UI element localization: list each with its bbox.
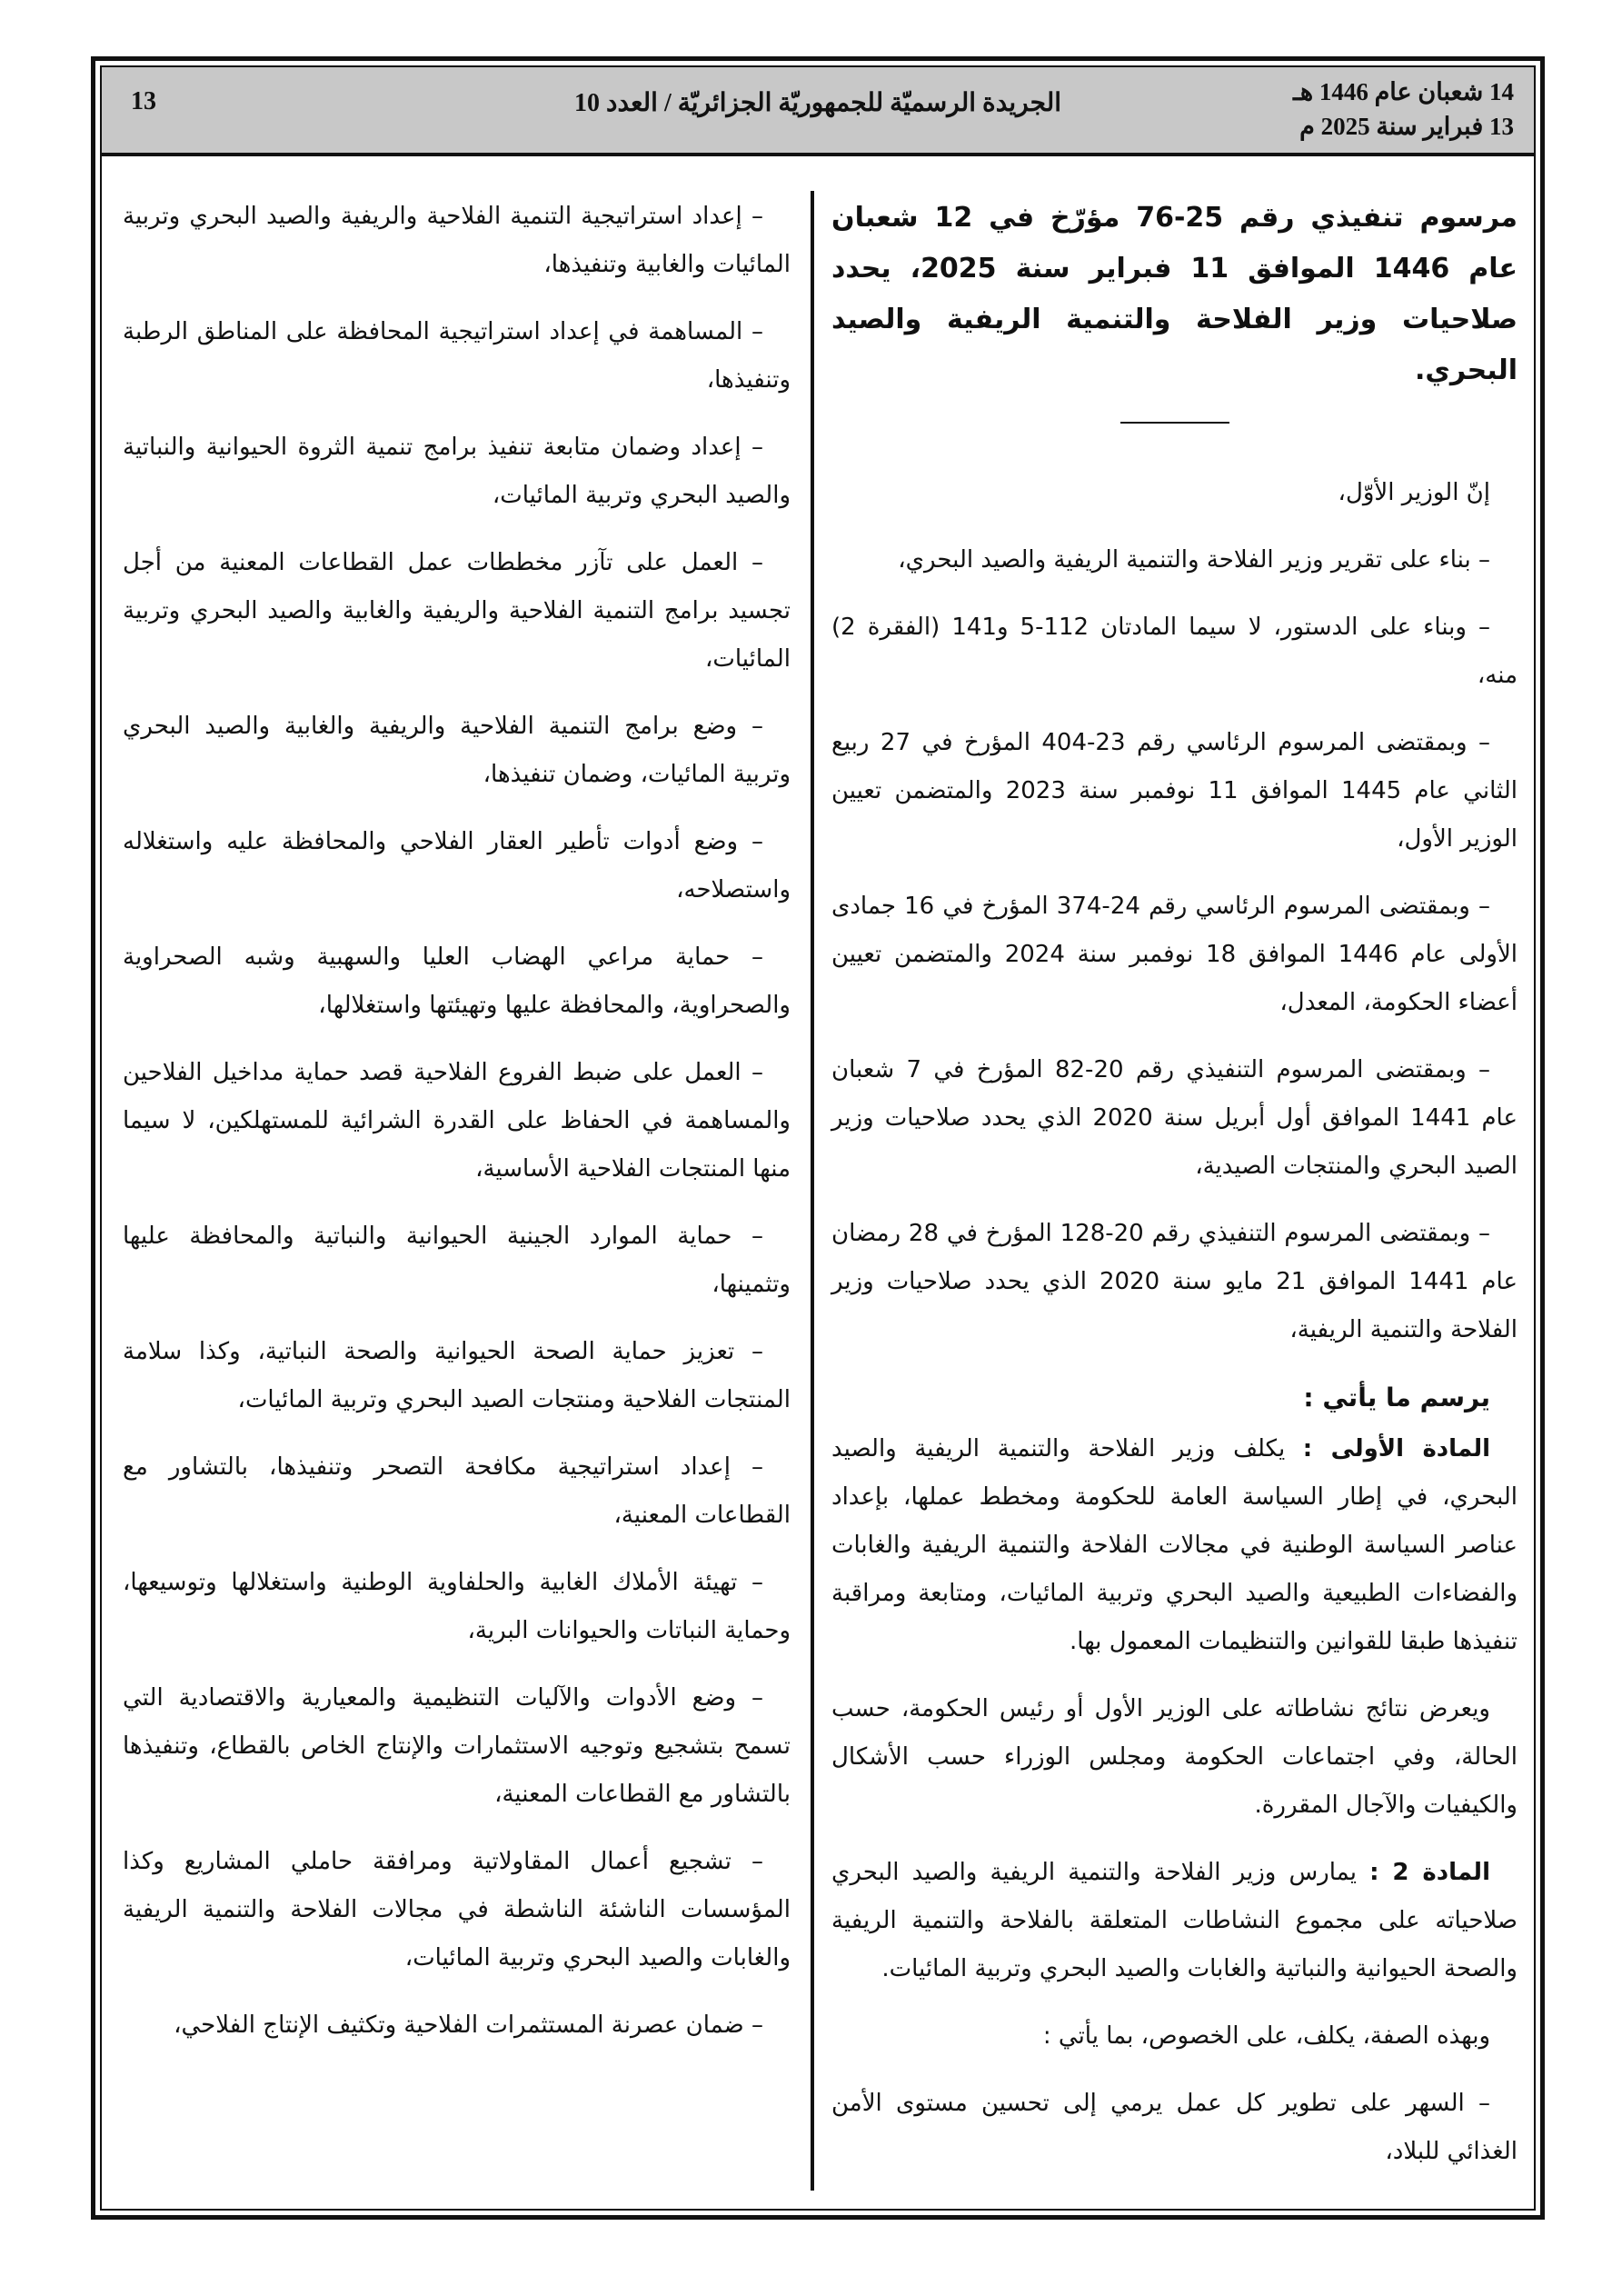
list-item: – المساهمة في إعداد استراتيجية المحافظة على المناطق الرطبة وتنفيذها، — [123, 318, 791, 394]
list-item: – ضمان عصرنة المستثمرات الفلاحية وتكثيف الإنتاج الفلاحي، — [174, 2011, 763, 2039]
title-separator — [1120, 422, 1229, 424]
column-divider — [811, 191, 814, 2191]
list-item: – العمل على تآزر مخططات عمل القطاعات المعنية من أجل تجسيد برامج التنمية الفلاحية والريفية والغابية والصيد البحري وتربية المائيات، — [123, 549, 791, 673]
hijri-date: 14 شعبان عام 1446 هـ — [1292, 78, 1514, 105]
article-2-item: – السهر على تطوير كل عمل يرمي إلى تحسين مستوى الأمن الغذائي للبلاد، — [831, 2090, 1518, 2165]
list-item: – العمل على ضبط الفروع الفلاحية قصد حماية مداخيل الفلاحين والمساهمة في الحفاظ على القدرة الشرائية للمستهلكين، لا سيما منها المنتجات الفلاحية الأساسية، — [123, 1059, 791, 1183]
right-column — [831, 193, 1518, 2195]
gazette-title: الجريدة الرسميّة للجمهوريّة الجزائريّة / العدد 10 — [573, 89, 1062, 117]
list-item: – حماية مراعي الهضاب العليا والسهبية وشبه الصحراوية والصحراوية، والمحافظة عليها وتهيئتها واستغلالها، — [123, 943, 791, 1019]
article-1-label: المادة الأولى : — [1302, 1435, 1491, 1462]
article-1-para-2: ويعرض نتائج نشاطاته على الوزير الأول أو رئيس الحكومة، حسب الحالة، وفي اجتماعات الحكومة ومجلس الوزراء حسب الأشكال والكيفيات والآجال المقررة. — [831, 1695, 1518, 1819]
list-item: – وضع الأدوات والآليات التنظيمية والمعيارية والاقتصادية التي تسمح بتشجيع وتوجيه الاستثمارات والإنتاج الخاص بالقطاع، وتنفيذها بالتشاور مع القطاعات المعنية، — [123, 1684, 791, 1808]
list-item: – وضع أدوات تأطير العقار الفلاحي والمحافظة عليه واستغلاله واستصلاحه، — [123, 828, 791, 903]
decrees-label: يرسم ما يأتي : — [1303, 1383, 1490, 1413]
list-item: – حماية الموارد الجينية الحيوانية والنباتية والمحافظة عليها وتثمينها، — [123, 1223, 791, 1298]
preamble-item: – وبناء على الدستور، لا سيما المادتان 112-5 و141 (الفقرة 2) منه، — [831, 614, 1518, 689]
article-2-text: يمارس وزير الفلاحة والتنمية الريفية والصيد البحري صلاحياته على مجموع النشاطات المتعلقة بالفلاحة والتنمية الريفية والصحة الحيوانية والنباتية والغابات والصيد البحري وتربية المائيات. — [831, 1859, 1518, 1982]
article-1-text: يكلف وزير الفلاحة والتنمية الريفية والصيد البحري، في إطار السياسة العامة للحكومة ومخطط عملها، بإعداد عناصر السياسة الوطنية في مجالات الفلاحة والتنمية الريفية والغابات والفضاءات الطبيعية والصيد البحري وتربية المائيات، ومتابعة ومراقبة تنفيذها طبقا للقوانين والتنظيمات المعمول بها. — [831, 1435, 1518, 1655]
list-item: – إعداد استراتيجية التنمية الفلاحية والريفية والصيد البحري وتربية المائيات والغابية وتنفيذها، — [123, 203, 791, 278]
gazette-header — [102, 67, 1534, 156]
preamble-item: – وبمقتضى المرسوم التنفيذي رقم 20-128 المؤرخ في 28 رمضان عام 1441 الموافق 21 مايو سنة 2020 الذي يحدد صلاحيات وزير الفلاحة والتنمية الريفية، — [831, 1220, 1518, 1343]
preamble-item: – بناء على تقرير وزير الفلاحة والتنمية الريفية والصيد البحري، — [898, 546, 1490, 574]
list-item: – تعزيز حماية الصحة الحيوانية والصحة النباتية، وكذا سلامة المنتجات الفلاحية ومنتجات الصيد البحري وتربية المائيات، — [123, 1338, 791, 1413]
article-1 — [831, 1425, 1518, 1666]
preamble-item: – وبمقتضى المرسوم التنفيذي رقم 20-82 المؤرخ في 7 شعبان عام 1441 الموافق أول أبريل سنة 2020 الذي يحدد صلاحيات وزير الصيد البحري والمنتجات الصيدية، — [831, 1056, 1518, 1180]
gregorian-date: 13 فبراير سنة 2025 م — [1299, 113, 1514, 140]
article-2-label: المادة 2 : — [1369, 1859, 1490, 1886]
intro: إنّ الوزير الأوّل، — [1338, 479, 1490, 506]
list-item: – وضع برامج التنمية الفلاحية والريفية والغابية والصيد البحري وتربية المائيات، وضمان تنفيذها، — [123, 713, 791, 788]
list-item: – إعداد استراتيجية مكافحة التصحر وتنفيذها، بالتشاور مع القطاعات المعنية، — [123, 1453, 791, 1529]
decree-title: مرسوم تنفيذي رقم 25-76 مؤرّخ في 12 شعبان عام 1446 الموافق 11 فبراير سنة 2025، يحدد صلاحيات وزير الفلاحة والتنمية الريفية والصيد البحري. — [831, 202, 1518, 386]
list-item: – تهيئة الأملاك الغابية والحلفاوية الوطنية واستغلالها وتوسيعها، وحماية النباتات والحيوانات البرية، — [123, 1569, 791, 1644]
preamble-item: – وبمقتضى المرسوم الرئاسي رقم 23-404 المؤرخ في 27 ربيع الثاني عام 1445 الموافق 11 نوفمبر سنة 2023 والمتضمن تعيين الوزير الأول، — [831, 729, 1518, 853]
left-column — [123, 193, 791, 2069]
article-2-para-2: وبهذه الصفة، يكلف، على الخصوص، بما يأتي : — [1042, 2022, 1490, 2050]
list-item: – تشجيع أعمال المقاولاتية ومرافقة حاملي المشاريع وكذا المؤسسات الناشئة الناشطة في مجالات الفلاحة والتنمية الريفية والغابات والصيد البحري وتربية المائيات، — [123, 1848, 791, 1972]
page-number: 13 — [131, 87, 156, 115]
article-2 — [831, 1849, 1518, 1993]
preamble-item: – وبمقتضى المرسوم الرئاسي رقم 24-374 المؤرخ في 16 جمادى الأولى عام 1446 الموافق 18 نوفمبر سنة 2024 والمتضمن تعيين أعضاء الحكومة، المعدل، — [831, 893, 1518, 1016]
list-item: – إعداد وضمان متابعة تنفيذ برامج تنمية الثروة الحيوانية والنباتية والصيد البحري وتربية المائيات، — [123, 434, 791, 509]
